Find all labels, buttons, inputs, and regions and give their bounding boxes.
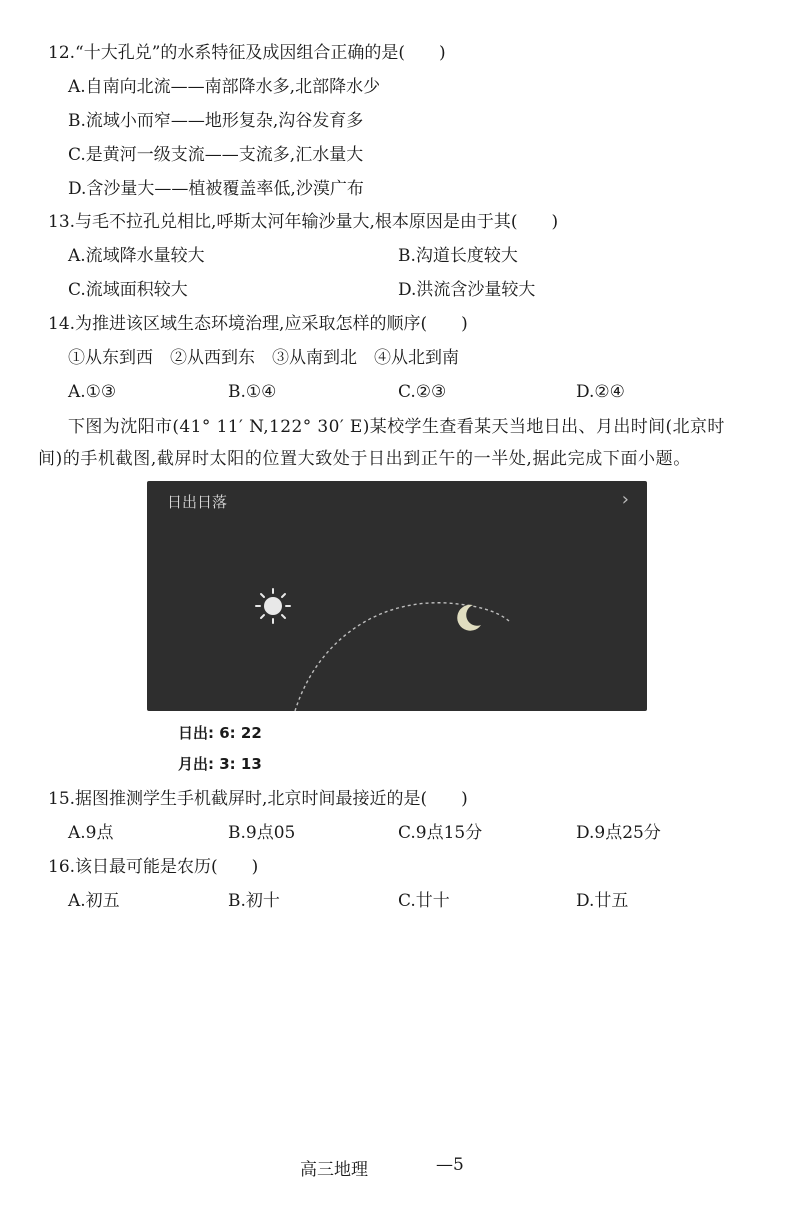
sunrise-moonrise-screenshot [147,481,647,711]
q14-option-c: C.②③ [398,382,447,402]
screenshot-title: 日出日落 [167,493,228,511]
page-number: —5 [436,1155,464,1175]
q13-option-c: C.流域面积较大 [68,280,188,300]
intro-line-2: 间)的手机截图,截屏时太阳的位置大致处于日出到正午的一半处,据此完成下面小题。 [38,449,691,469]
q16-option-c: C.廿十 [398,891,450,911]
q15-option-c: C.9点15分 [398,823,483,843]
q12-option-a: A.自南向北流——南部降水多,北部降水少 [68,77,381,97]
sun-icon [256,589,290,623]
sunrise-time: 日出: 6: 22 [178,724,262,742]
chevron-right-icon: › [621,489,629,510]
intro-line-1: 下图为沈阳市(41° 11′ N,122° 30′ E)某校学生查看某天当地日出、月出时间(北京时 [68,417,725,437]
q15-option-a: A.9点 [68,823,114,843]
q14-option-b: B.①④ [228,382,277,402]
moon-icon [457,605,481,631]
sun-path-arc [295,603,509,711]
q14-items: ①从东到西 ②从西到东 ③从南到北 ④从北到南 [68,348,459,368]
q15-option-d: D.9点25分 [576,823,661,843]
moonrise-time: 月出: 3: 13 [178,755,262,773]
q13-option-b: B.沟道长度较大 [398,246,518,266]
sun-moon-arc [147,481,647,711]
q16-option-d: D.廿五 [576,891,629,911]
q12-stem: 12.“十大孔兑”的水系特征及成因组合正确的是( ) [48,43,446,63]
q15-option-b: B.9点05 [228,823,296,843]
q14-stem: 14.为推进该区域生态环境治理,应采取怎样的顺序( ) [48,314,468,334]
q12-option-c: C.是黄河一级支流——支流多,汇水量大 [68,145,364,165]
q13-option-d: D.洪流含沙量较大 [398,280,536,300]
q16-stem: 16.该日最可能是农历( ) [48,857,259,877]
q14-option-a: A.①③ [68,382,117,402]
q13-option-a: A.流域降水量较大 [68,246,205,266]
q14-option-d: D.②④ [576,382,625,402]
q13-stem: 13.与毛不拉孔兑相比,呼斯太河年输沙量大,根本原因是由于其( ) [48,212,559,232]
q16-option-a: A.初五 [68,891,120,911]
q12-option-d: D.含沙量大——植被覆盖率低,沙漠广布 [68,179,364,199]
footer-subject: 高三地理 [300,1160,368,1180]
q16-option-b: B.初十 [228,891,280,911]
q12-option-b: B.流域小而窄——地形复杂,沟谷发育多 [68,111,364,131]
q15-stem: 15.据图推测学生手机截屏时,北京时间最接近的是( ) [48,789,468,809]
